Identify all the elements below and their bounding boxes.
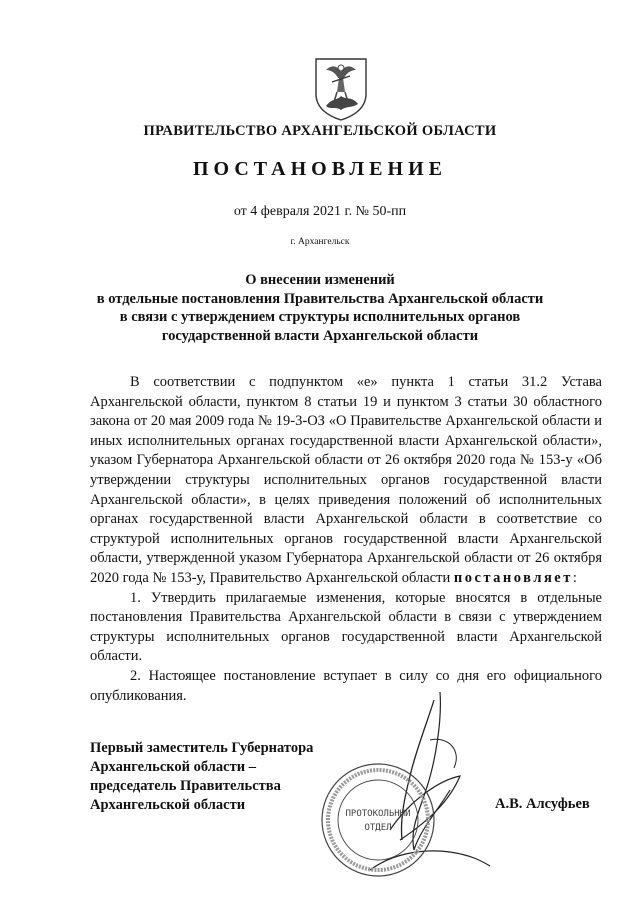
document-type: ПОСТАНОВЛЕНИЕ <box>193 158 447 180</box>
city: г. Архангельск <box>290 237 350 247</box>
signer-line: председатель Правительства <box>90 778 281 794</box>
signer-line: Архангельской области – <box>90 759 256 775</box>
signer-title <box>90 739 313 815</box>
signer-name: А.В. Алсуфьев <box>495 796 590 812</box>
government-name: ПРАВИТЕЛЬСТВО АРХАНГЕЛЬСКОЙ ОБЛАСТИ <box>143 123 497 139</box>
title-line: О внесении изменений <box>245 272 395 288</box>
stamp-label-2: ОТДЕЛ <box>364 823 392 833</box>
title-line: в связи с утверждением структуры исполнительных органов <box>119 309 521 325</box>
date-number: от 4 февраля 2021 г. № 50-пп <box>233 204 407 219</box>
clause-2: 2. Настоящее постановление вступает в силу со дня его официального опубликования. <box>90 667 602 704</box>
resolves-keyword: постановляет <box>453 569 573 586</box>
preamble-paragraph <box>90 373 602 589</box>
stamp-label-1: ПРОТОКОЛЬНЫЙ <box>345 809 411 819</box>
official-stamp <box>318 760 438 880</box>
preamble-text: В соответствии с подпунктом «е» пункта 1 статьи 31.2 Устава Архангельской области, пунктом 8 статьи 19 и пунктом 3 статьи 30 областного закона от 20 мая 2009 года № 19-3-ОЗ «О Правительстве Архангельской области и иных исполнительных органах государственной власти Архангельской области», указом Губернатора Архангельской области от 26 октября 2020 года № 153-у «Об утверждении структуры исполнительных органов государственной власти Архангельской области», в целях приведения положений об исполнительных органах государственной власти Архангельской области в соответствие со структурой исполнительных органов государственной власти Архангельской области, утвержденной указом Губернатора Архангельской области от 26 октября 2020 года № 153-у, Правительство Архангельской области <box>90 374 602 586</box>
clause-1: 1. Утвердить прилагаемые изменения, которые вносятся в отдельные постановления Правительства Архангельской области в связи с утверждением структуры исполнительных органов государственной власти Архангельской области. <box>90 589 602 665</box>
signer-line: Архангельской области <box>90 797 246 813</box>
document-body <box>90 373 602 706</box>
coat-of-arms-emblem <box>312 56 370 122</box>
title-line: в отдельные постановления Правительства Архангельской области <box>96 290 544 307</box>
title-line: государственной власти Архангельской области <box>161 327 479 344</box>
document-title <box>90 271 550 345</box>
signer-line: Первый заместитель Губернатора <box>90 740 314 756</box>
preamble-end: : <box>572 569 577 586</box>
